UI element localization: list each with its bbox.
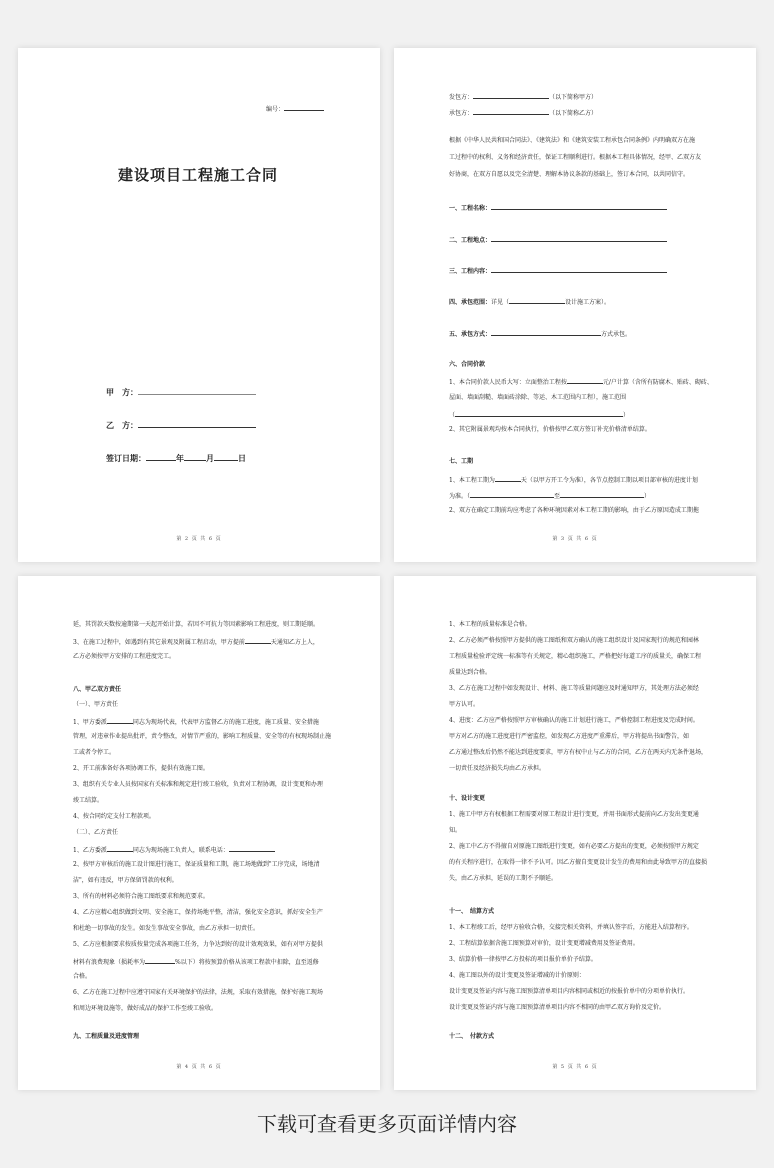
subsection-heading: （一）、甲方责任 bbox=[73, 701, 119, 708]
text-line: 1、施工中甲方有权根据工程需要对原工程设计进行变更，并用书面形式提前向乙方发出变更通 bbox=[449, 811, 699, 818]
underline bbox=[470, 491, 554, 498]
text-line bbox=[73, 845, 275, 855]
text-line: 5、乙方应根据要求按质按量完成各项施工任务，力争达到好的设计效观效果，如有对甲方提供 bbox=[73, 941, 323, 948]
text-span: ） bbox=[623, 412, 630, 419]
text-line: 工过程中的权利、义务和经济责任，保证工程顺利进行。根据本工程具体情况，经甲、乙双方友 bbox=[449, 154, 702, 161]
text-line: 和周边环境设施等，做好成品的保护工作至竣工验收。 bbox=[73, 1005, 218, 1012]
text-span: 元/户计算（含所有防腐木、贴砖、砌砖、 bbox=[602, 379, 713, 386]
text-span: 3、在施工过程中，如遇到有其它景观及附属工程启动，甲方提前 bbox=[73, 639, 245, 646]
text-span: 同志为现场施工负责人，联系电话： bbox=[132, 847, 229, 854]
section-heading: 九、工程质量及进度管理 bbox=[73, 1033, 140, 1040]
text-line: 4、按合同约定支付工程款项。 bbox=[73, 813, 155, 820]
text-line: 和杜绝一切事故的发生。如发生事故安全事故，由乙方承担一切责任。 bbox=[73, 925, 260, 932]
contract-page-2 bbox=[394, 48, 756, 562]
underline bbox=[473, 92, 549, 99]
method-suffix: 方式承包。 bbox=[601, 331, 632, 338]
underline bbox=[455, 410, 623, 417]
section-label: 一、工程名称： bbox=[449, 205, 492, 212]
employer-label: 发包方： bbox=[449, 94, 474, 101]
text-line: 工或者令停工。 bbox=[73, 749, 116, 756]
text-line: 甲方认可。 bbox=[449, 701, 480, 708]
underline bbox=[491, 235, 667, 242]
contract-page-3 bbox=[18, 576, 380, 1090]
text-line: 3、组织有关专业人员按国家有关标准和规定进行竣工验收，负责对工程协调，设计变更和办理 bbox=[73, 781, 323, 788]
download-caption[interactable]: 下载可查看更多页面详情内容 bbox=[257, 1112, 517, 1136]
contract-number bbox=[266, 104, 324, 113]
underline bbox=[491, 203, 667, 210]
underline bbox=[229, 845, 275, 852]
scope-text: 设计施工方案）。 bbox=[565, 299, 611, 306]
text-line: 好协商，在双方自愿以及完全清楚、理解本协议条款的基础上，签订本合同，以共同信守。 bbox=[449, 171, 690, 178]
text-line: 洁"，如有违反，甲方保留罚款的权利。 bbox=[73, 877, 178, 884]
text-line bbox=[449, 491, 650, 501]
text-line: 2、按甲方审核后的施工设计图进行施工，保证质量和工期，施工场地做到"工序完成，场地清 bbox=[73, 861, 320, 868]
text-line: 3、结算价格一律按甲乙方投标的项目报价单价予结算。 bbox=[449, 956, 597, 963]
party-a-label: 甲 方： bbox=[106, 387, 138, 397]
text-line: 6、乙方在施工过程中应遵守国家有关环境保护的法律，法规，采取有效措施，保护好施工现场 bbox=[73, 989, 323, 996]
text-line: 3、乙方在施工过程中如发现设计、材料、施工等质量问题应及时通知甲方，其处理方法必须经 bbox=[449, 685, 699, 692]
text-line: 根据《中华人民共和国合同法》、《建筑法》和《建筑安装工程承包合同条例》内明确双方在施 bbox=[449, 137, 696, 144]
text-line bbox=[73, 637, 319, 647]
text-line: 合格。 bbox=[73, 973, 92, 980]
underline bbox=[491, 329, 601, 336]
section-label: 二、工程地点： bbox=[449, 237, 492, 244]
underline bbox=[107, 717, 133, 724]
underline bbox=[509, 297, 565, 304]
party-b-label: 乙 方： bbox=[106, 420, 138, 430]
year-label: 年 bbox=[176, 453, 184, 463]
scope-text: 详见（ bbox=[491, 299, 510, 306]
employer-suffix: （以下简称甲方） bbox=[549, 94, 598, 101]
section-heading: 七、工期 bbox=[449, 458, 474, 465]
text-line: 4、施工图以外的设计变更及签证增减的计价原则： bbox=[449, 972, 585, 979]
underline bbox=[567, 377, 603, 384]
contract-number-label: 编号： bbox=[266, 106, 285, 113]
underline bbox=[284, 104, 324, 111]
section-heading: 十二、 付款方式 bbox=[449, 1033, 495, 1040]
text-line: 乙方必须按甲方安排的工程进度完工。 bbox=[73, 653, 176, 660]
contract-page-4 bbox=[394, 576, 756, 1090]
party-b-line bbox=[106, 420, 256, 431]
page-number: 第 4 页 共 6 页 bbox=[176, 1064, 222, 1070]
text-line bbox=[449, 92, 597, 102]
text-line: 的有关程序进行，在取得一律不予认可。因乙方擅自变更设计发生的费用和由此导致甲方的直接损 bbox=[449, 859, 708, 866]
text-line: 设计变更及签证内容与施工图预算清单项目内容相同或相近的按报价单中的分项单价执行。 bbox=[449, 988, 690, 995]
text-span: 为准。（ bbox=[449, 493, 471, 500]
sign-date-label: 签订日期： bbox=[106, 453, 146, 463]
section-label: 三、工程内容： bbox=[449, 268, 492, 275]
contractor-suffix: （以下简称乙方） bbox=[549, 110, 598, 117]
underline bbox=[214, 454, 238, 461]
underline bbox=[145, 957, 175, 964]
text-line: 2、乙方必须严格按照甲方提供的施工图纸和双方确认的施工组织设计及国家现行的规范和园林 bbox=[449, 637, 699, 644]
page-number: 第 3 页 共 6 页 bbox=[552, 536, 598, 542]
text-line: 质量达到合格。 bbox=[449, 669, 492, 676]
text-line: 1、本工程的质量标准是合格。 bbox=[449, 621, 531, 628]
text-line: 2、双方在确定工期前均应考虑了各种环境因素对本工程工期的影响，由于乙方原因造成工期拖 bbox=[449, 507, 699, 514]
page-number: 第 5 页 共 6 页 bbox=[552, 1064, 598, 1070]
text-line bbox=[73, 717, 319, 727]
text-span: 1、甲方委派 bbox=[73, 719, 107, 726]
text-line bbox=[73, 957, 319, 967]
text-line: 4、进度：乙方应严格按照甲方审核确认的施工计划进行施工，严格控制工程进度及完成时间。 bbox=[449, 717, 699, 724]
section-heading: 十一、 结算方式 bbox=[449, 908, 495, 915]
document-title: 建设项目工程施工合同 bbox=[118, 166, 279, 184]
text-line: 竣工结算。 bbox=[73, 797, 104, 804]
day-label: 日 bbox=[238, 453, 246, 463]
text-span: 天通知乙方上人， bbox=[270, 639, 319, 646]
underline bbox=[491, 266, 667, 273]
text-span: 1、本工程工期为 bbox=[449, 477, 495, 484]
underline bbox=[560, 491, 644, 498]
section-heading: 十、设计变更 bbox=[449, 795, 486, 802]
text-line: 工程质量检验评定统一标准等有关规定，精心组织施工，严格把好每道工序的质量关，确保工程 bbox=[449, 653, 702, 660]
party-a-line bbox=[106, 387, 256, 398]
text-line: 设计变更及签证内容与施工图预算清单项目内容不相同的由甲乙双方询价及定价。 bbox=[449, 1004, 666, 1011]
underline bbox=[184, 454, 206, 461]
text-line: 2、工程结算依据含施工图预算对审价，设计变更增减费用及签证费用。 bbox=[449, 940, 639, 947]
underline bbox=[138, 421, 256, 428]
text-line bbox=[449, 475, 698, 485]
underline bbox=[138, 388, 256, 395]
text-line: 管理，对违章作业提出批评，责令整改，对情节严重的，影响工程质量、安全等的有权现场制止施 bbox=[73, 733, 332, 740]
text-span: 同志为现场代表，代表甲方监督乙方的施工进度，施工质量、安全措施 bbox=[132, 719, 319, 726]
section-heading bbox=[449, 297, 610, 307]
section-heading bbox=[449, 203, 667, 213]
underline bbox=[107, 845, 133, 852]
section-heading bbox=[449, 329, 631, 339]
text-span: 天（以甲方开工令为准），各节点控制工期以项目部审核的进度计划 bbox=[520, 477, 698, 484]
section-heading: 六、合同价款 bbox=[449, 361, 486, 368]
underline bbox=[473, 108, 549, 115]
text-span: %以下）将按预算价格从该项工程款中扣除，直至返修 bbox=[175, 959, 319, 966]
text-line: 乙方通过整改后仍然不能达到进度要求，甲方有权中止与乙方的合同，乙方在两天内无条件退场， bbox=[449, 749, 708, 756]
page-number: 第 2 页 共 6 页 bbox=[176, 536, 222, 542]
underline bbox=[495, 475, 521, 482]
text-line: 延，其罚款天数按逾期第一天起开始计算，若因不可抗力等因素影响工程进度，则工期延顺。 bbox=[73, 621, 320, 628]
sign-date-line bbox=[106, 453, 246, 464]
text-line: 甲方对乙方的施工进度进行严密监控，如发现乙方进度严重滞后，甲方将提出书面警告，如 bbox=[449, 733, 690, 740]
contractor-label: 承包方： bbox=[449, 110, 474, 117]
text-span: （ bbox=[449, 412, 456, 419]
text-line: 2、其它附属景观均按本合同执行，价格按甲乙双方签订补充价格清单结算。 bbox=[449, 426, 651, 433]
text-line: 一切责任及经济损失均由乙方承担。 bbox=[449, 765, 546, 772]
underline bbox=[146, 454, 176, 461]
text-span: 1、本合同价款人民币大写：立面整治工程按 bbox=[449, 379, 567, 386]
section-label: 五、承包方式： bbox=[449, 331, 492, 338]
text-line: 知。 bbox=[449, 827, 462, 834]
underline bbox=[245, 637, 271, 644]
subsection-heading: （二）、乙方责任 bbox=[73, 829, 119, 836]
text-span: 材料有浪费现象（损耗率为 bbox=[73, 959, 146, 966]
text-line: 3、所有的材料必须符合施工图纸要求和规范要求。 bbox=[73, 893, 209, 900]
text-line bbox=[449, 377, 713, 387]
text-line bbox=[449, 108, 597, 118]
text-line: 失，由乙方承担，延误的工期不予顺延。 bbox=[449, 875, 558, 882]
text-span: ） bbox=[644, 493, 651, 500]
section-heading bbox=[449, 266, 667, 276]
month-label: 月 bbox=[206, 453, 214, 463]
text-line: 4、乙方应精心组织做到文明、安全施工，保持场地平整，清洁，强化安全意识，抓好安全生产 bbox=[73, 909, 323, 916]
text-line: 1、本工程竣工后，经甲方验收合格，交接完相关资料，并填认签字后，方能进入结算程序。 bbox=[449, 924, 693, 931]
text-line: 屋面、墙面刮糙、墙面砖涂除、等运、木工范围内工程），施工范围 bbox=[449, 394, 627, 401]
text-span: 1、乙方委派 bbox=[73, 847, 107, 854]
text-line: 2、开工前准备好各项协调工作，提供有效施工图。 bbox=[73, 765, 209, 772]
text-span: 至 bbox=[554, 493, 561, 500]
text-line bbox=[449, 410, 629, 420]
section-heading: 八、甲乙双方责任 bbox=[73, 686, 122, 693]
section-heading bbox=[449, 235, 667, 245]
section-label: 四、承包范围： bbox=[449, 299, 492, 306]
contract-page-cover bbox=[18, 48, 380, 562]
text-line: 2、施工中乙方不得擅自对原施工图纸进行变更，如有必要乙方提出的变更，必须按照甲方规定 bbox=[449, 843, 699, 850]
